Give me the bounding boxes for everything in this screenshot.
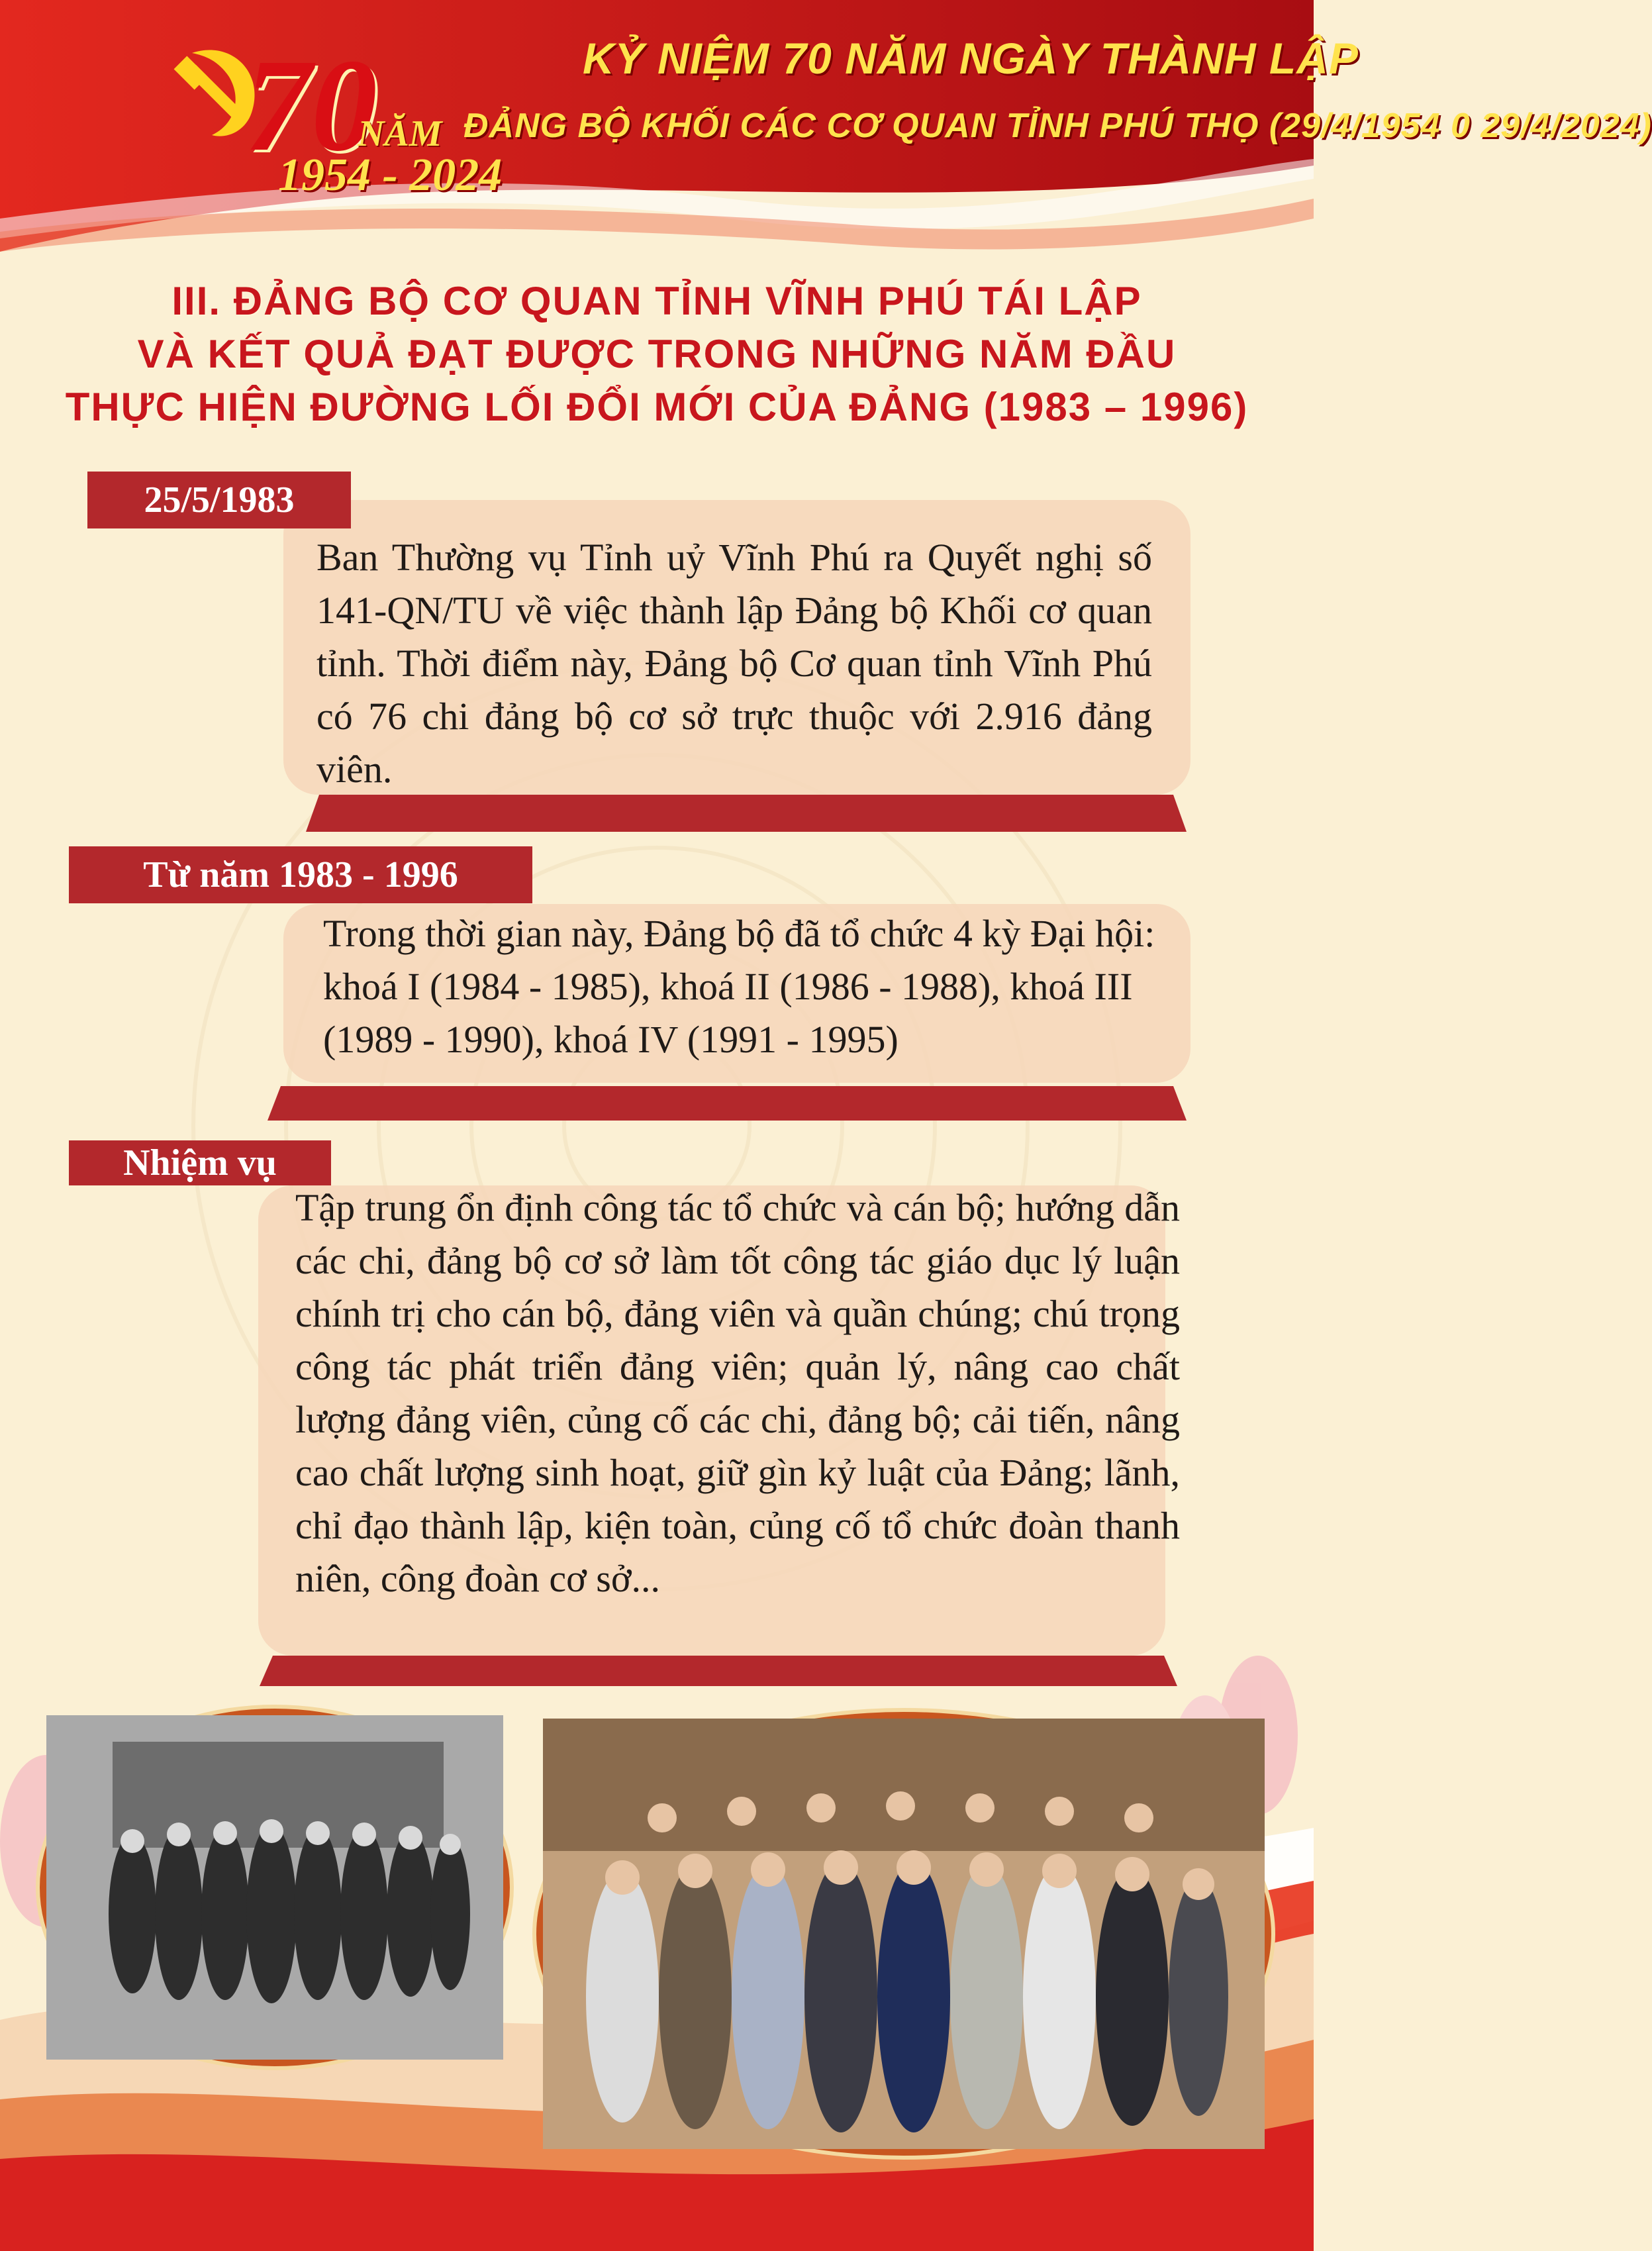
block-1-text: Ban Thường vụ Tỉnh uỷ Vĩnh Phú ra Quyết nghị số 141-QN/TU về việc thành lập Đảng bộ Khối cơ quan tỉnh. Thời điểm này, Đảng bộ Cơ quan tỉnh Vĩnh Phú có 76 chi đảng bộ cơ sở trực thuộc với 2.916 đảng viên. (316, 536, 1152, 791)
historical-photo-bw (40, 1709, 510, 2066)
block-3-underline (260, 1656, 1177, 1686)
header-subtitle: ĐẢNG BỘ KHỐI CÁC CƠ QUAN TỈNH PHÚ THỌ (29/4/1954 0 29/4/2024) (463, 107, 1652, 145)
block-2-label: Từ năm 1983 - 1996 (69, 846, 532, 903)
block-3-text: Tập trung ổn định công tác tổ chức và cán bộ; hướng dẫn các chi, đảng bộ cơ sở làm tốt công tác giáo dục lý luận chính trị cho cán bộ, đảng viên và quần chúng; chú trọng công tác phát triển đảng viên; quản lý, nâng cao chất lượng đảng viên, củng cố các chi, đảng bộ; cải tiến, nâng cao chất lượng sinh hoạt, giữ gìn kỷ luật của Đảng; lãnh, chỉ đạo thành lập, kiện toàn, củng cố tổ chức đoàn thanh niên, công đoàn cơ sở... (295, 1186, 1180, 1600)
historical-photo-color (536, 1712, 1271, 2156)
block-2-underline (267, 1086, 1187, 1121)
block-1-underline (306, 795, 1187, 832)
block-2-text: Trong thời gian này, Đảng bộ đã tổ chức 4 kỳ Đại hội: khoá I (1984 - 1985), khoá II (1986 - 1988), khoá III (1989 - 1990), khoá IV (1991 - 1995) (323, 912, 1155, 1061)
header-title: KỶ NIỆM 70 NĂM NGÀY THÀNH LẬP (583, 34, 1359, 83)
anniversary-number: 70 (245, 32, 377, 179)
anniversary-unit: NĂM (358, 113, 442, 154)
block-1-label: 25/5/1983 (87, 472, 351, 528)
section-title-line-2: VÀ KẾT QUẢ ĐẠT ĐƯỢC TRONG NHỮNG NĂM ĐẦU (137, 332, 1177, 376)
block-3-label: Nhiệm vụ (69, 1140, 331, 1185)
anniversary-years: 1954 - 2024 (278, 150, 503, 201)
section-title-line-3: THỰC HIỆN ĐƯỜNG LỐI ĐỔI MỚI CỦA ĐẢNG (1983 – 1996) (65, 385, 1249, 429)
section-title-line-1: III. ĐẢNG BỘ CƠ QUAN TỈNH VĨNH PHÚ TÁI LẬP (171, 279, 1142, 323)
